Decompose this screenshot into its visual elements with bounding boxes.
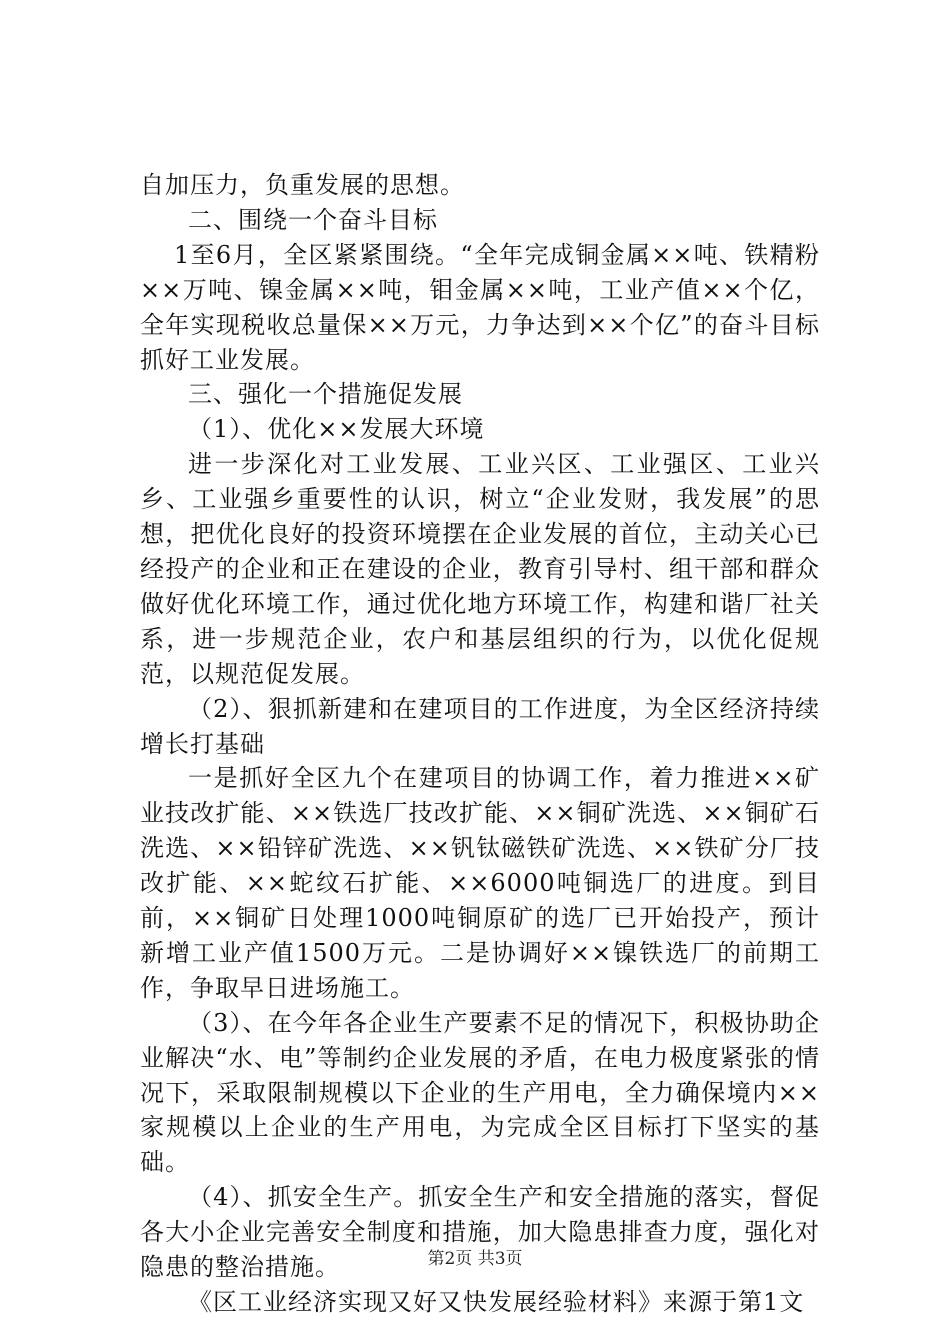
paragraph: 1至6月，全区紧紧围绕。“全年完成铜金属××吨、铁精粉××万吨、镍金属××吨，钼金属××吨，工业产值××个亿，全年实现税收总量保××万元，力争达到××个亿”的奋斗目标抓好工业发展。 [140,240,820,374]
paragraph: （3）、在今年各企业生产要素不足的情况下，积极协助企业解决“水、电”等制约企业发展的矛盾，在电力极度紧张的情况下，采取限制规模以下企业的生产用电，全力确保境内××家规模以上企业的生产用电，为完成全区目标打下坚实的基础。 [140,1008,820,1177]
paragraph: 一是抓好全区九个在建项目的协调工作，着力推进××矿业技改扩能、××铁选厂技改扩能、××铜矿洗选、××铜矿石洗选、××铅锌矿洗选、××钒钛磁铁矿洗选、××铁矿分厂技改扩能、××蛇纹石扩能、××6000吨铜选厂的进度。到目前，××铜矿日处理1000吨铜原矿的选厂已开始投产，预计新增工业产值1500万元。二是协调好××镍铁选厂的前期工作，争取早日进场施工。 [140,764,820,1002]
section-heading: 三、强化一个措施促发展 [188,380,463,409]
paragraph: （4）、抓安全生产。抓安全生产和安全措施的落实，督促各大小企业完善安全制度和措施，加大隐患排查力度，强化对隐患的整治措施。 [140,1183,820,1282]
paragraph: 进一步深化对工业发展、工业兴区、工业强区、工业兴乡、工业强乡重要性的认识，树立“企业发财，我发展”的思想，把优化良好的投资环境摆在企业发展的首位，主动关心已经投产的企业和正在建设的企业，教育引导村、组干部和群众做好优化环境工作，通过优化地方环境工作，构建和谐厂社关系，进一步规范企业，农户和基层组织的行为，以优化促规范，以规范促发展。 [140,450,820,688]
source-note: 《区工业经济实现又好又快发展经验材料》来源于第1文 [188,1288,805,1316]
subsection-heading: （1）、优化××发展大环境 [188,415,485,444]
subsection-heading: （2）、狠抓新建和在建项目的工作进度，为全区经济持续增长打基础 [140,694,820,758]
section-heading: 二、围绕一个奋斗目标 [188,205,438,234]
body-text [140,168,820,1320]
page-number: 第2页 共3页 [427,1249,523,1269]
paragraph: 自加压力，负重发展的思想。 [140,171,465,199]
